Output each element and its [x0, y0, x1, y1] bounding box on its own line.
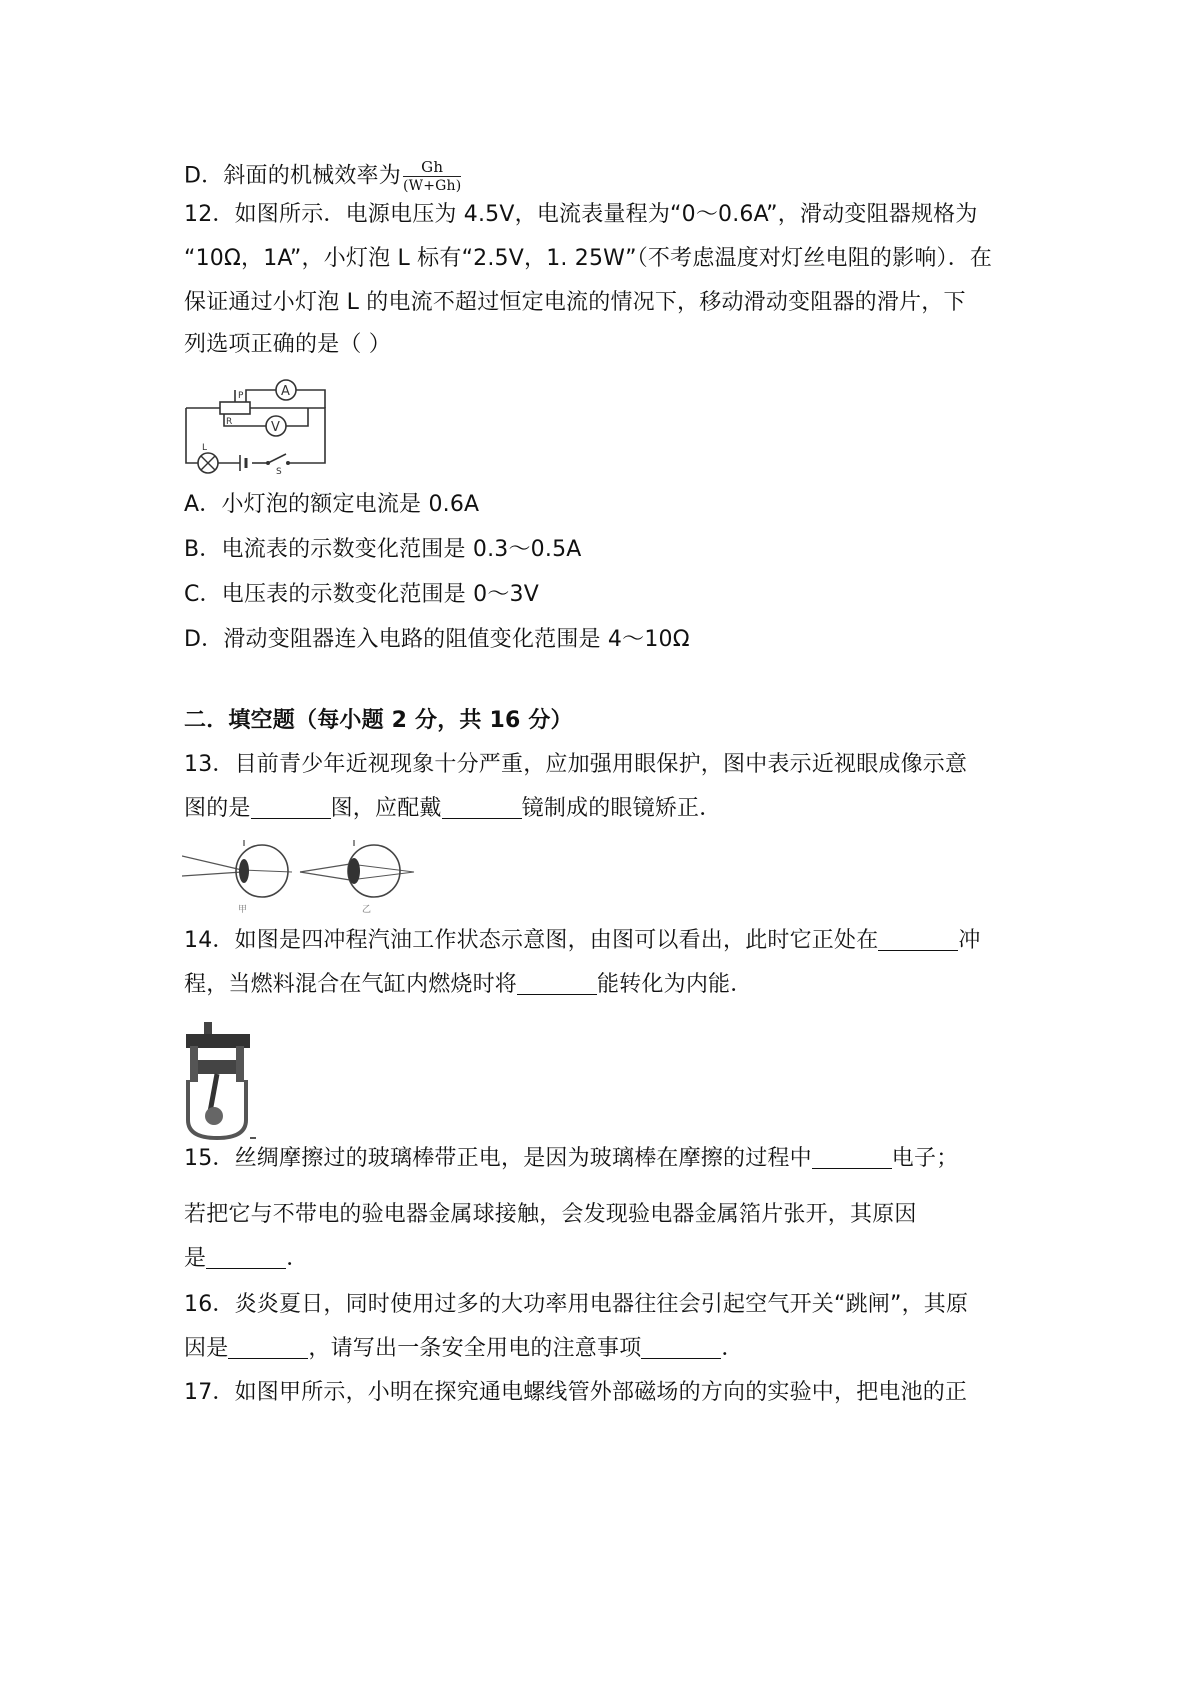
answer-blank[interactable] — [251, 796, 331, 819]
q11-option-d-text: D．斜面的机械效率为 — [184, 163, 401, 189]
q15-text-d: ． — [286, 1246, 309, 1271]
q15-line-1 — [184, 1144, 1024, 1174]
q15-text-b: 电子； — [891, 1146, 959, 1171]
q16-line-2 — [184, 1334, 1024, 1364]
answer-blank[interactable] — [641, 1336, 721, 1359]
engine-diagram — [184, 1016, 262, 1144]
answer-blank[interactable] — [878, 928, 958, 951]
q12-option-d: D．滑动变阻器连入电路的阻值变化范围是 4～10Ω — [184, 627, 690, 652]
ammeter-label: A — [281, 384, 290, 399]
fig-label-yi: 乙 — [362, 905, 372, 914]
q16-text-a: 因是 — [184, 1336, 229, 1361]
answer-blank[interactable] — [517, 972, 597, 995]
eye-figure-jia — [182, 840, 292, 914]
eye-figure-yi — [300, 840, 414, 914]
q12-option-a: A．小灯泡的额定电流是 0.6A — [184, 492, 480, 517]
q12-option-c: C．电压表的示数变化范围是 0～3V — [184, 582, 539, 607]
q14-line-1 — [184, 926, 1024, 956]
switch-label: S — [276, 467, 282, 474]
q12-line-3: 保证通过小灯泡 L 的电流不超过恒定电流的情况下，移动滑动变阻器的滑片，下 — [184, 290, 966, 315]
q14-line-2 — [184, 970, 1024, 1000]
q15-line-2: 若把它与不带电的验电器金属球接触，会发现验电器金属箔片张开，其原因 — [184, 1202, 917, 1227]
section-heading: 二．填空题（每小题 2 分，共 16 分） — [184, 708, 573, 733]
q14-text-a: 14．如图是四冲程汽油工作状态示意图，由图可以看出，此时它正处在 — [184, 928, 879, 953]
circuit-diagram — [180, 378, 330, 474]
q17-line-1: 17．如图甲所示，小明在探究通电螺线管外部磁场的方向的实验中，把电池的正 — [184, 1380, 968, 1405]
q13-line-1: 13．目前青少年近视现象十分严重，应加强用眼保护，图中表示近视眼成像示意 — [184, 752, 968, 777]
q12-line-2: “10Ω，1A”，小灯泡 L 标有“2.5V，1. 25W”（不考虑温度对灯丝电阻的影响）．在 — [184, 246, 993, 271]
answer-blank[interactable] — [442, 796, 522, 819]
answer-blank[interactable] — [206, 1246, 286, 1269]
switch-icon — [268, 454, 286, 463]
fraction-denominator: (W+Gh) — [402, 178, 462, 194]
slider-label: P — [238, 391, 244, 401]
q14-text-d: 能转化为内能． — [597, 972, 753, 997]
fig-label-jia: 甲 — [238, 905, 248, 914]
q13-text-c: 镜制成的眼镜矫正． — [521, 796, 722, 821]
fraction-numerator: Gh — [403, 158, 461, 177]
q15-text-a: 15．丝绸摩擦过的玻璃棒带正电，是因为玻璃棒在摩擦的过程中 — [184, 1146, 812, 1171]
q13-text-a: 图的是 — [184, 796, 251, 821]
answer-blank[interactable] — [228, 1336, 308, 1359]
efficiency-fraction — [403, 158, 461, 195]
q12-option-b: B．电流表的示数变化范围是 0.3～0.5A — [184, 537, 582, 562]
answer-blank[interactable] — [812, 1146, 892, 1169]
q13-text-b: 图，应配戴 — [330, 796, 442, 821]
q16-text-b: ，请写出一条安全用电的注意事项 — [308, 1336, 642, 1361]
lamp-label: L — [202, 443, 208, 453]
q16-line-1: 16．炎炎夏日，同时使用过多的大功率用电器往往会引起空气开关“跳闸”，其原 — [184, 1292, 969, 1317]
q14-text-b: 冲 — [958, 928, 981, 953]
q15-line-3 — [184, 1244, 1024, 1274]
q14-text-c: 程，当燃料混合在气缸内燃烧时将 — [184, 972, 518, 997]
q13-line-2 — [184, 794, 1024, 824]
q15-text-c: 是 — [184, 1246, 207, 1271]
eye-diagrams — [182, 836, 444, 914]
q12-line-1: 12．如图所示．电源电压为 4.5V，电流表量程为“0～0.6A”，滑动变阻器规格为 — [184, 202, 978, 227]
rheostat-label: R — [226, 417, 233, 427]
q11-option-d — [184, 158, 1024, 195]
voltmeter-label: V — [271, 420, 280, 435]
q16-text-c: ． — [721, 1336, 744, 1361]
q12-line-4: 列选项正确的是（ ） — [184, 332, 391, 357]
